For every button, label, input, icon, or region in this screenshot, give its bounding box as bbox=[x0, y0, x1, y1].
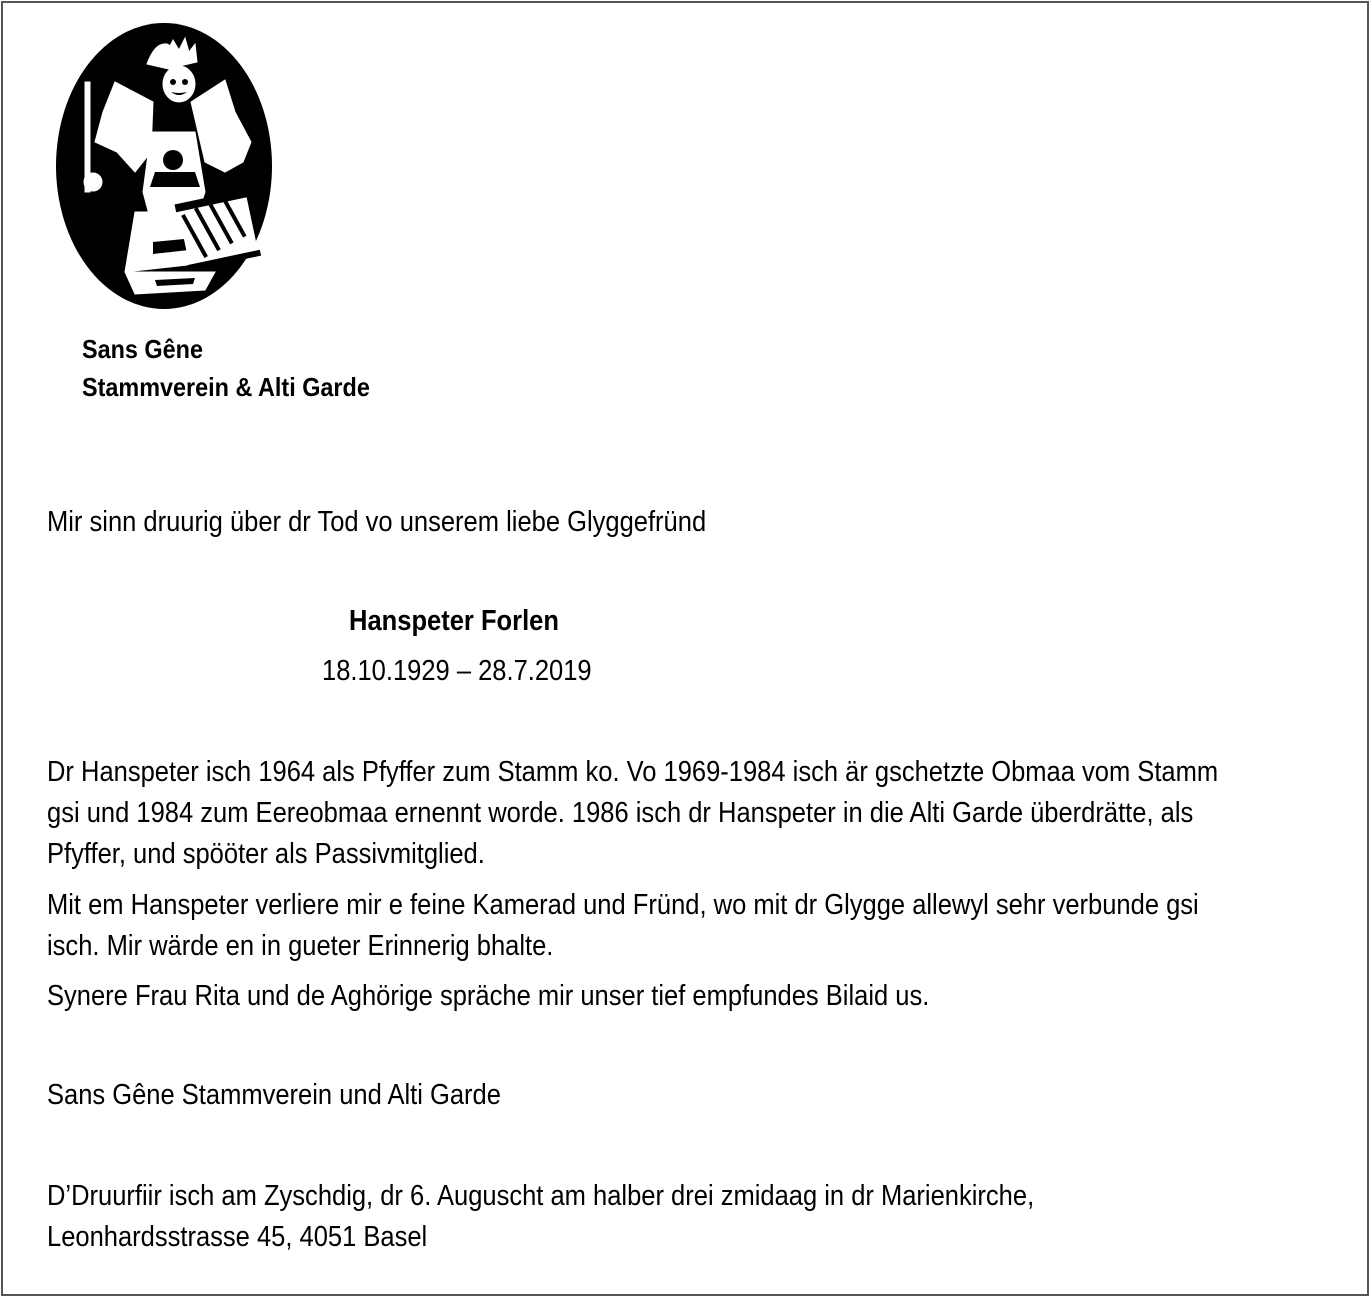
paragraph-line: Pfyffer, und spööter als Passivmitglied. bbox=[47, 838, 485, 870]
signature: Sans Gêne Stammverein und Alti Garde bbox=[47, 1079, 501, 1111]
paragraph-line: Mit em Hanspeter verliere mir e feine Kamerad und Fründ, wo mit dr Glygge allewyl sehr verbunde gsi bbox=[47, 889, 1199, 921]
funeral-info bbox=[47, 1176, 1034, 1258]
clique-emblem-icon bbox=[55, 22, 273, 310]
organization-name: Sans Gêne bbox=[82, 334, 203, 364]
paragraph-line: isch. Mir wärde en in gueter Erinnerig bhalte. bbox=[47, 930, 554, 962]
paragraph-condolence: Synere Frau Rita und de Aghörige spräche mir unser tief empfundes Bilaid us. bbox=[47, 980, 930, 1012]
intro-text: Mir sinn druurig über dr Tod vo unserem liebe Glyggefründ bbox=[47, 506, 707, 538]
paragraph-line: gsi und 1984 zum Eereobmaa ernennt worde. 1986 isch dr Hanspeter in die Alti Garde überdrätte, als bbox=[47, 797, 1194, 829]
paragraph-history bbox=[47, 752, 1218, 875]
organization-subtitle: Stammverein & Alti Garde bbox=[82, 372, 370, 402]
deceased-dates: 18.10.1929 – 28.7.2019 bbox=[322, 655, 592, 687]
paragraph-line: Dr Hanspeter isch 1964 als Pfyffer zum Stamm ko. Vo 1969-1984 isch är gschetzte Obmaa vom Stamm bbox=[47, 756, 1219, 788]
organization-header bbox=[82, 330, 370, 406]
paragraph-tribute bbox=[47, 885, 1199, 967]
funeral-line: D’Druurfiir isch am Zyschdig, dr 6. Auguscht am halber drei zmidaag in dr Marienkirche, bbox=[47, 1180, 1035, 1212]
funeral-line: Leonhardsstrasse 45, 4051 Basel bbox=[47, 1221, 428, 1253]
deceased-name: Hanspeter Forlen bbox=[349, 605, 559, 637]
